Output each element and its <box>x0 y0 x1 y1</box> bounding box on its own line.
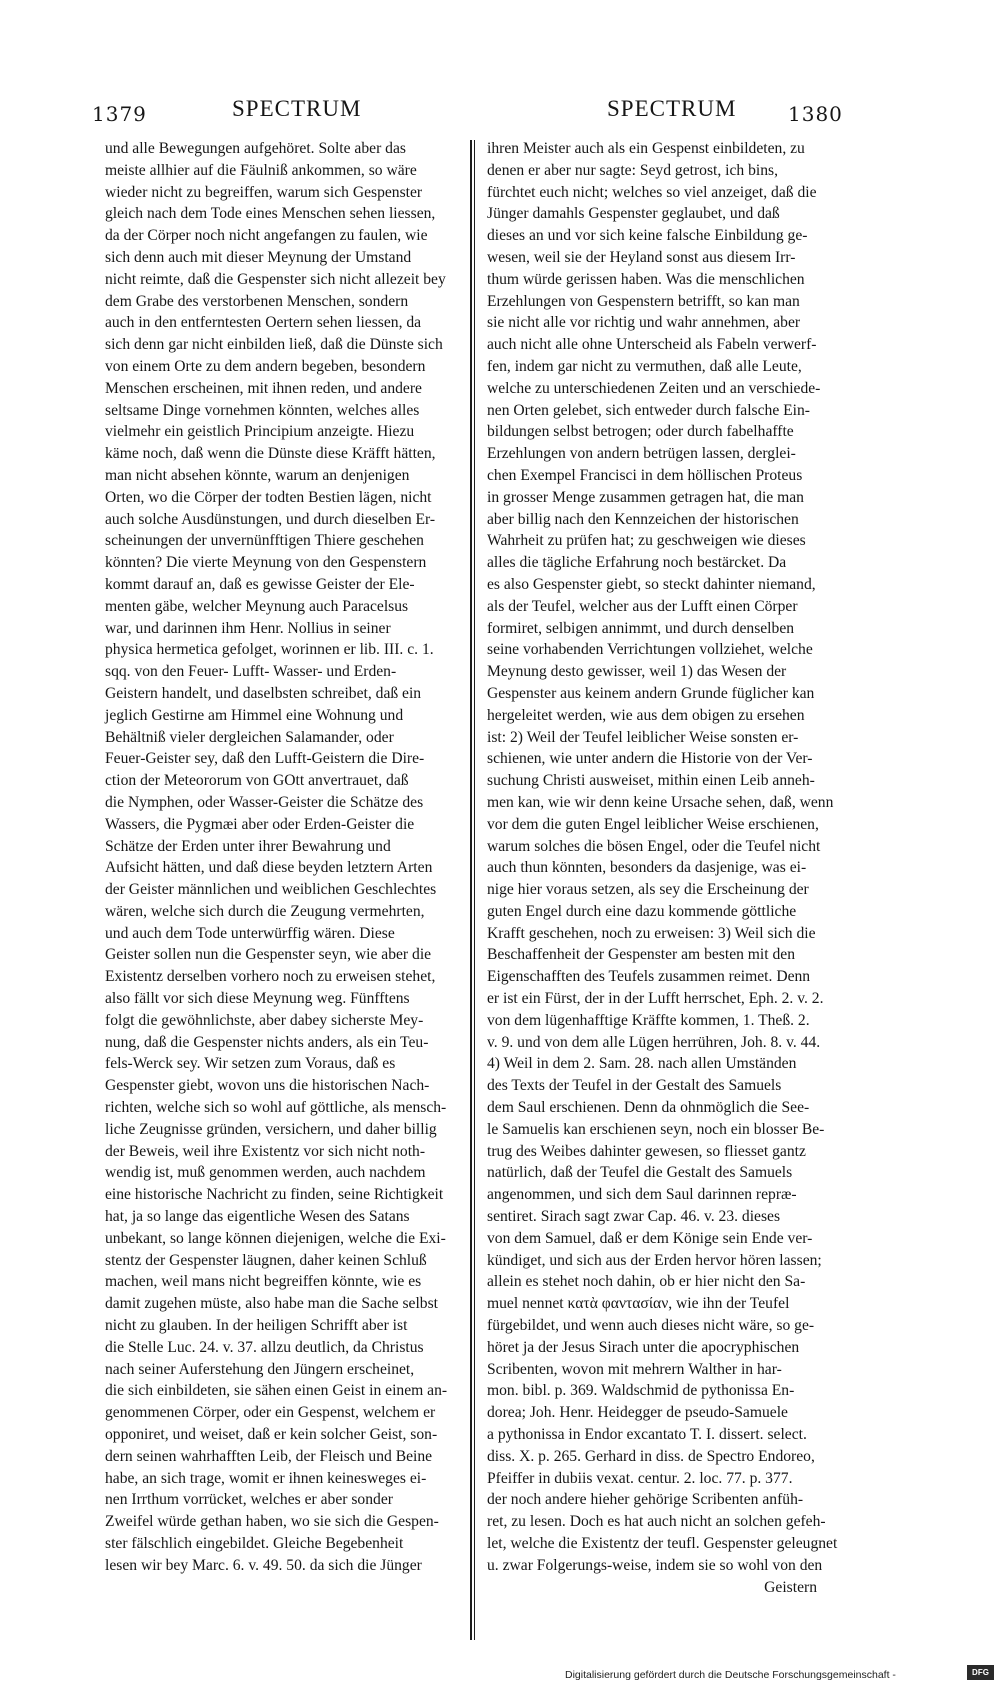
footer-credit: Digitalisierung gefördert durch die Deutsche Forschungsgemeinschaft - <box>565 1669 896 1681</box>
text-line: Jünger damahls Gespenster geglaubet, und daß <box>487 205 780 223</box>
text-line: und alle Bewegungen aufgehöret. Solte aber das <box>105 140 406 157</box>
text-line: könnten? Die vierte Meynung von den Gespenstern <box>105 554 427 572</box>
text-line: diss. X. p. 265. Gerhard in diss. de Spectro Endoreo, <box>487 1447 815 1465</box>
text-line: man nicht absehen könnte, warum an denjenigen <box>105 466 410 484</box>
text-line: liche Zeugnisse gründen, versichern, und daher billig <box>105 1120 437 1138</box>
text-line: Wassers, die Pygmæi aber oder Erden-Geister die <box>105 815 415 833</box>
text-line: der Geister männlichen und weiblichen Geschlechtes <box>105 881 437 899</box>
text-line: gleich nach dem Tode eines Menschen sehen liessen, <box>105 205 436 223</box>
right-column <box>487 138 837 1598</box>
text-line: ster fälschlich eingebildet. Gleiche Begebenheit <box>105 1535 404 1552</box>
text-line: es also Gespenster giebt, so steckt dahinter niemand, <box>487 575 816 593</box>
text-line: aber billig nach den Kennzeichen der historischen <box>487 510 799 528</box>
text-line: Eigenschafften des Teufels zusammen reimet. Denn <box>487 968 811 986</box>
text-line: und auch dem Tode unterwürffig wären. Diese <box>105 924 395 942</box>
text-line: von einem Orte zu dem andern begeben, besondern <box>105 357 426 375</box>
text-line: Krafft geschehen, noch zu erweisen: 3) Weil sich die <box>487 924 816 942</box>
text-line: thum würde gerissen haben. Was die menschlichen <box>487 270 805 288</box>
text-line: warum solches die bösen Engel, oder die Teufel nicht <box>487 837 821 855</box>
text-line: in grosser Menge zusammen getragen hat, die man <box>487 488 804 506</box>
text-line: von dem Samuel, daß er dem Könige sein Ende ver- <box>487 1229 813 1247</box>
running-head-right: SPECTRUM <box>607 96 737 121</box>
text-line: kündiget, und sich aus der Erden hervor hören lassen; <box>487 1251 822 1269</box>
text-line: vielmehr ein geistlich Principium anzeigte. Hiezu <box>105 423 415 441</box>
text-line: seltsame Dinge vornehmen könnten, welches alles <box>105 401 420 419</box>
text-line: schienen, wie unter andern die Historie von der Ver- <box>487 750 813 768</box>
text-line: nen Orten gelebet, sich entweder durch falsche Ein- <box>487 401 810 419</box>
text-line: Meynung desto gewisser, weil 1) das Wesen der <box>487 663 787 681</box>
text-line: meiste allhier auf die Fäulniß ankommen, so wäre <box>105 161 417 179</box>
text-line: opponiret, und weiset, daß er kein solcher Geist, son- <box>105 1426 438 1444</box>
text-line: jeglich Gestirne am Himmel eine Wohnung und <box>105 706 404 724</box>
text-line: v. 9. und von dem alle Lügen herrühren, Joh. 8. v. 44. <box>487 1033 821 1051</box>
text-line: richten, welche sich so wohl auf göttliche, als mensch- <box>105 1099 447 1117</box>
text-line: als der Teufel, welcher aus der Lufft einen Cörper <box>487 597 798 615</box>
text-line: seine vorhabenden Verrichtungen vollziehet, welche <box>487 641 813 659</box>
text-line: allein es stehet noch dahin, ob er hier nicht den Sa- <box>487 1273 806 1291</box>
text-line: alles die tägliche Erfahrung noch bestärcket. Da <box>487 554 787 572</box>
text-line: nige hier voraus setzen, als sey die Erscheinung der <box>487 881 809 899</box>
text-line: dem Saul erschienen. Denn da ohnmöglich die See- <box>487 1099 810 1117</box>
text-line: Menschen erscheinen, mit ihnen reden, und andere <box>105 379 422 397</box>
text-line: er ist ein Fürst, der in der Lufft herrschet, Eph. 2. v. 2. <box>487 990 824 1008</box>
text-line: fen, indem gar nicht zu vermuthen, daß alle Leute, <box>487 357 802 375</box>
text-line: Wahrheit zu prüfen hat; zu geschweigen wie dieses <box>487 532 806 550</box>
text-line: nen Irrthum vorrücket, welches er aber sonder <box>105 1491 393 1509</box>
dfg-logo: DFG <box>967 1665 994 1680</box>
text-line: dorea; Joh. Henr. Heidegger de pseudo-Samuele <box>487 1404 788 1422</box>
text-line: fürgebildet, und wenn auch dieses nicht wäre, so ge- <box>487 1317 815 1335</box>
text-line: damit zugehen müste, also habe man die Sache selbst <box>105 1295 439 1313</box>
text-line: wären, welche sich durch die Zeugung vermehrten, <box>105 902 425 920</box>
text-line: angenommen, und sich dem Saul darinnen repræ- <box>487 1186 797 1204</box>
text-line: stentz der Gespenster läugnen, daher keinen Schluß <box>105 1251 427 1269</box>
text-line: Zweifel würde gethan haben, wo sie sich die Gespen- <box>105 1513 439 1531</box>
text-line: die Stelle Luc. 24. v. 37. allzu deutlich, da Christus <box>105 1338 424 1356</box>
text-line: u. zwar Folgerungs-weise, indem sie so wohl von den <box>487 1556 823 1574</box>
text-line: Gespenster giebt, wovon uns die historischen Nach- <box>105 1077 430 1095</box>
text-line: machen, weil mans nicht begreiffen könnte, wie es <box>105 1273 422 1291</box>
text-line: hergeleitet werden, wie aus dem obigen zu ersehen <box>487 706 805 724</box>
text-line: ihren Meister auch als ein Gespenst einbildeten, zu <box>487 140 805 157</box>
text-line: habe, an sich trage, womit er ihnen keinesweges ei- <box>105 1469 427 1487</box>
text-line: denen er aber nur sagte: Seyd getrost, ich bins, <box>487 161 778 179</box>
text-line: sie nicht alle vor richtig und wahr annehmen, aber <box>487 314 801 332</box>
text-line: fels-Werck sey. Wir setzen zum Voraus, daß es <box>105 1055 396 1073</box>
text-line: suchung Christi ausweiset, mithin einen Leib anneh- <box>487 772 815 790</box>
text-line: vor dem die guten Engel leiblicher Weise erschienen, <box>487 815 819 833</box>
text-line: nach seiner Auferstehung den Jüngern erscheinet, <box>105 1360 415 1378</box>
text-line: des Texts der Teufel in der Gestalt des Samuels <box>487 1077 782 1095</box>
text-line: Feuer-Geister sey, daß den Lufft-Geistern die Dire- <box>105 750 425 768</box>
text-line: scheinungen der unvernünfftigen Thiere geschehen <box>105 532 424 550</box>
text-line: also fällt vor sich diese Meynung weg. Fünfftens <box>105 990 410 1008</box>
text-line: let, welche die Existentz der teufl. Gespenster geleugnet <box>487 1535 838 1552</box>
text-line: genommenen Cörper, oder ein Gespenst, welchem er <box>105 1404 436 1422</box>
text-line: ist: 2) Weil der Teufel leiblicher Weise sonsten er- <box>487 728 799 746</box>
text-line: menten gäbe, welcher Meynung auch Paracelsus <box>105 597 409 615</box>
text-line: trug des Weibes dahinter gewesen, so fliesset gantz <box>487 1142 806 1160</box>
text-line: a pythonissa in Endor excantato T. I. dissert. select. <box>487 1426 807 1444</box>
text-line: 4) Weil in dem 2. Sam. 28. nach allen Umständen <box>487 1055 797 1073</box>
text-line: auch thun könnten, besonders da dasjenige, was ei- <box>487 859 807 877</box>
text-line: nicht zu glauben. In der heiligen Schrifft aber ist <box>105 1317 408 1335</box>
column-divider <box>470 140 472 1640</box>
text-line: ction der Meteororum von GOtt anvertrauet, daß <box>105 772 409 790</box>
text-line: höret ja der Jesus Sirach unter die apocryphischen <box>487 1338 800 1356</box>
text-line: bildungen selbst betrogen; oder durch fabelhaffte <box>487 423 794 441</box>
text-line: auch solche Ausdünstungen, und durch dieselben Er- <box>105 510 436 528</box>
text-line: unbekant, so lange können diejenigen, welche die Exi- <box>105 1229 446 1247</box>
text-line: Aufsicht hätten, und daß diese beyden letztern Arten <box>105 859 433 877</box>
text-line: war, und darinnen ihm Henr. Nollius in seiner <box>105 619 391 637</box>
text-line: sentiret. Sirach sagt zwar Cap. 46. v. 23. dieses <box>487 1208 781 1226</box>
text-line: natürlich, daß der Teufel die Gestalt des Samuels <box>487 1164 793 1182</box>
text-line: chen Exempel Francisci in dem höllischen Proteus <box>487 466 803 484</box>
running-head-left: SPECTRUM <box>232 96 362 121</box>
text-line: mon. bibl. p. 369. Waldschmid de pythonissa En- <box>487 1382 795 1400</box>
left-column <box>105 138 450 1577</box>
text-line: die Nymphen, oder Wasser-Geister die Schätze des <box>105 793 424 811</box>
page-number-right: 1380 <box>788 102 843 126</box>
text-line: le Samuelis kan erschienen seyn, noch ein blosser Be- <box>487 1120 825 1138</box>
text-line: formiret, selbigen annimmt, und durch denselben <box>487 619 795 637</box>
text-line: dieses an und vor sich keine falsche Einbildung ge- <box>487 227 808 245</box>
text-line: Geister sollen nun die Gespenster seyn, wie aber die <box>105 946 432 964</box>
text-line: Scribenten, wovon mit mehrern Walther in har- <box>487 1360 782 1378</box>
text-line: eine historische Nachricht zu finden, seine Richtigkeit <box>105 1186 444 1204</box>
text-line: folgt die gewöhnlichste, aber dabey sicherste Mey- <box>105 1011 424 1029</box>
text-line: ret, zu lesen. Doch es hat auch nicht an solchen gefeh- <box>487 1513 826 1531</box>
text-line: von dem lügenhafftige Kräffte kommen, 1. Theß. 2. <box>487 1011 810 1029</box>
text-line: Gespenster aus keinem andern Grunde füglicher kan <box>487 684 815 702</box>
text-line: wesen, weil sie der Heyland sonst aus diesem Irr- <box>487 248 796 266</box>
column-divider-thin <box>474 140 475 1640</box>
page-number-left: 1379 <box>92 102 147 126</box>
text-line: die sich einbildeten, sie sähen einen Geist in einem an- <box>105 1382 448 1400</box>
text-line: wieder nicht zu begreiffen, warum sich Gespenster <box>105 183 423 201</box>
text-line: fürchtet euch nicht; welches so viel anzeiget, daß die <box>487 183 817 201</box>
text-line: käme noch, daß wenn die Dünste diese Kräfft hätten, <box>105 445 436 463</box>
text-line: physica hermetica gefolget, worinnen er lib. III. c. 1. <box>105 641 434 659</box>
text-line: Erzehlungen von andern betrügen lassen, derglei- <box>487 445 796 463</box>
text-line: dern seinen wahrhafften Leib, der Fleisch und Beine <box>105 1447 433 1465</box>
text-line: Geistern handelt, und daselbsten schreibet, daß ein <box>105 684 422 702</box>
text-line: hat, ja so lange das eigentliche Wesen des Satans <box>105 1208 410 1226</box>
text-line: wendig ist, muß genommen werden, auch nachdem <box>105 1164 426 1182</box>
text-line: auch in den entferntesten Oertern sehen liessen, da <box>105 314 422 332</box>
text-line: Erzehlungen von Gespenstern betrifft, so kan man <box>487 292 800 310</box>
text-line: Orten, wo die Cörper der todten Bestien lägen, nicht <box>105 488 432 506</box>
text-line: auch nicht alle ohne Unterscheid als Fabeln verwerf- <box>487 336 817 354</box>
text-line: muel nennet κατὰ φαντασίαν, wie ihn der Teufel <box>487 1295 790 1313</box>
text-line: men kan, wie wir denn keine Ursache sehen, daß, wenn <box>487 793 834 811</box>
text-line: dem Grabe des verstorbenen Menschen, sondern <box>105 292 409 310</box>
text-line: der noch andere hieher gehörige Scribenten anfüh- <box>487 1491 804 1509</box>
text-line: kommt darauf an, daß es gewisse Geister der Ele- <box>105 575 415 593</box>
text-line: lesen wir bey Marc. 6. v. 49. 50. da sich die Jünger <box>105 1556 422 1574</box>
text-line: nicht reimte, daß die Gespenster sich nicht allezeit bey <box>105 270 446 288</box>
text-line: der Beweis, weil ihre Existentz vor sich nicht noth- <box>105 1142 426 1160</box>
text-line: Pfeiffer in dubiis vexat. centur. 2. loc. 77. p. 377. <box>487 1469 793 1487</box>
text-line: Existentz derselben vorhero noch zu erweisen stehet, <box>105 968 436 986</box>
text-line: welche zu unterschiedenen Zeiten und an verschiede- <box>487 379 821 397</box>
text-line: sich denn auch mit dieser Meynung der Umstand <box>105 248 412 266</box>
text-line: Schätze der Erden unter ihrer Bewahrung und <box>105 837 391 855</box>
text-line: nung, daß die Gespenster nichts anders, als ein Teu- <box>105 1033 429 1051</box>
text-line: guten Engel durch eine dazu kommende göttliche <box>487 902 797 920</box>
text-line: da der Cörper noch nicht angefangen zu faulen, wie <box>105 227 428 245</box>
catchword: Geistern <box>764 1578 817 1596</box>
text-line: Beschaffenheit der Gespenster am besten mit den <box>487 946 796 964</box>
text-line: sqq. von den Feuer- Lufft- Wasser- und Erden- <box>105 663 397 681</box>
text-line: Behältniß vieler dergleichen Salamander, oder <box>105 728 394 746</box>
text-line: sich denn gar nicht einbilden ließ, daß die Dünste sich <box>105 336 443 354</box>
